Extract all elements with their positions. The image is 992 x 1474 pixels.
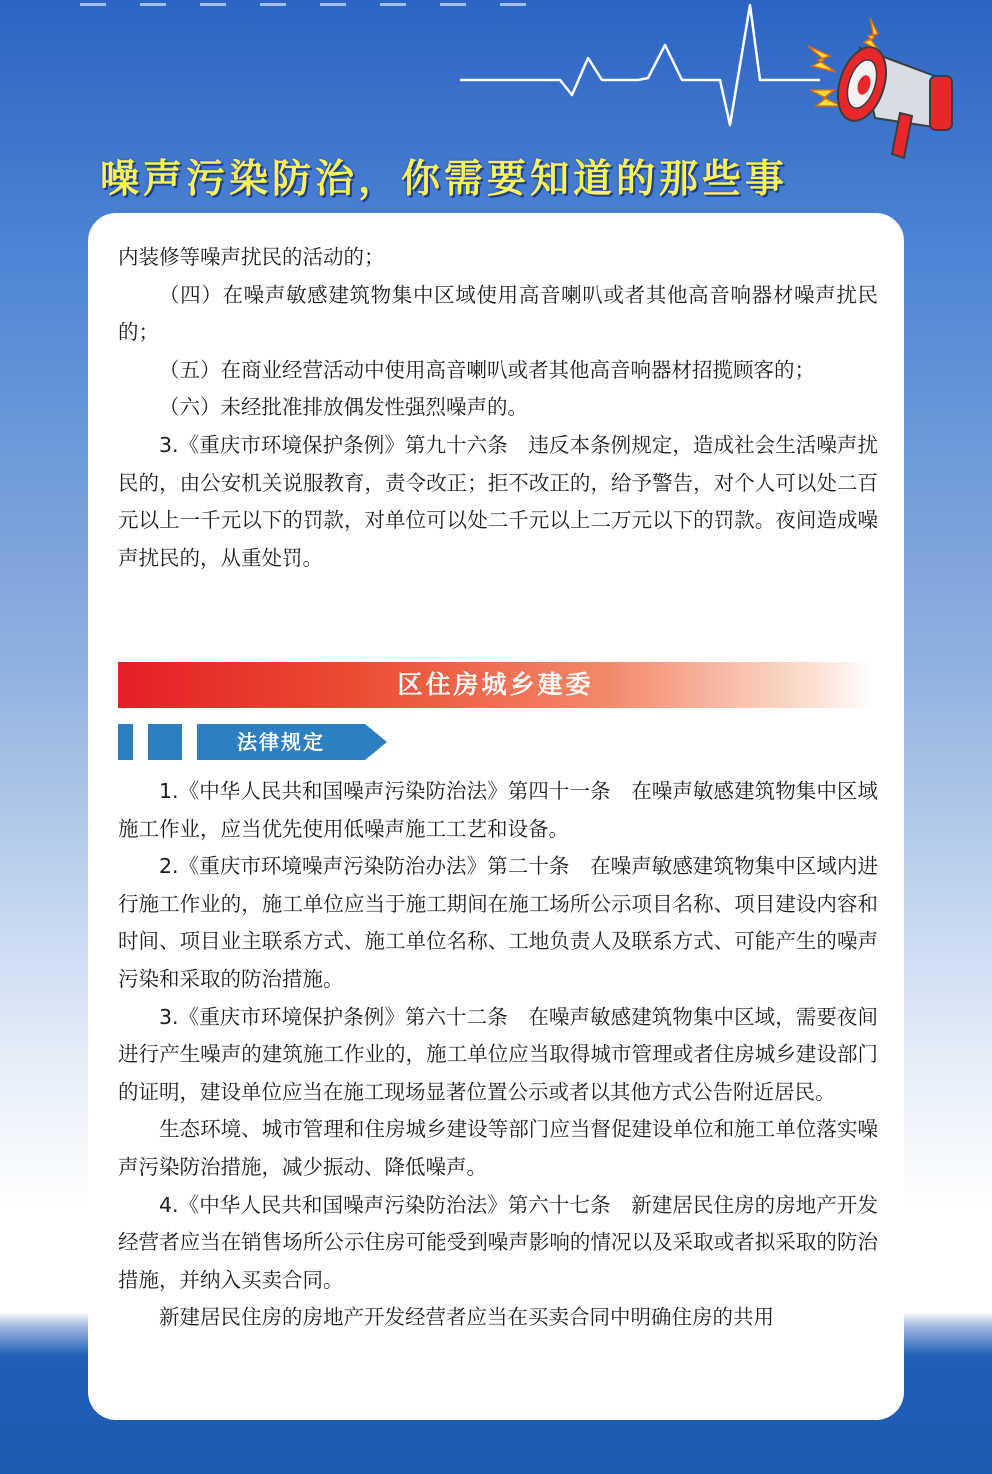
paragraph: （六）未经批准排放偶发性强烈噪声的。 <box>159 395 528 420</box>
paragraph: 新建居民住房的房地产开发经营者应当在买卖合同中明确住房的共用 <box>159 1305 774 1330</box>
paragraph: （五）在商业经营活动中使用高音喇叭或者其他高音响器材招揽顾客的； <box>159 357 815 382</box>
paragraph: 1.《中华人民共和国噪声污染防治法》第四十一条 在噪声敏感建筑物集中区域施工作业，应当优先使用低噪声施工工艺和设备。 <box>118 779 878 841</box>
tag-square-marker <box>118 724 133 760</box>
paragraph: 生态环境、城市管理和住房城乡建设等部门应当督促建设单位和施工单位落实噪声污染防治措施，减少振动、降低噪声。 <box>118 1117 878 1179</box>
paragraph: 4.《中华人民共和国噪声污染防治法》第六十七条 新建居民住房的房地产开发经营者应当在销售场所公示住房可能受到噪声影响的情况以及采取或者拟采取的防治措施，并纳入买卖合同。 <box>118 1192 878 1292</box>
tag-square-marker <box>148 724 182 760</box>
paragraph: 3.《重庆市环境保护条例》第九十六条 违反本条例规定，造成社会生活噪声扰民的，由公安机关说服教育，责令改正；拒不改正的，给予警告，对个人可以处二百元以上一千元以下的罚款，对单位可以处二千元以上二万元以下的罚款。夜间造成噪声扰民的，从重处罚。 <box>118 432 878 570</box>
tag-label: 法律规定 <box>237 730 325 754</box>
section2-text <box>118 773 878 1337</box>
paragraph: （四）在噪声敏感建筑物集中区域使用高音喇叭或者其他高音响器材噪声扰民的； <box>118 282 878 345</box>
paragraph: 2.《重庆市环境噪声污染防治办法》第二十条 在噪声敏感建筑物集中区域内进行施工作业的，施工单位应当于施工期间在施工场所公示项目名称、项目建设内容和时间、项目业主联系方式、施工单位名称、工地负责人及联系方式、可能产生的噪声污染和采取的防治措施。 <box>118 854 878 991</box>
section-banner <box>118 662 873 708</box>
section1-text <box>118 239 878 577</box>
section-banner-title: 区住房城乡建委 <box>397 670 594 699</box>
page-title: 噪声污染防治，你需要知道的那些事 <box>100 157 789 202</box>
paragraph: 内装修等噪声扰民的活动的； <box>118 245 385 269</box>
megaphone-icon <box>800 8 960 168</box>
heartbeat-line-icon <box>460 0 820 130</box>
paragraph: 3.《重庆市环境保护条例》第六十二条 在噪声敏感建筑物集中区域，需要夜间进行产生噪声的建筑施工作业的，施工单位应当取得城市管理或者住房城乡建设部门的证明，建设单位应当在施工现场显著位置公示或者以其他方式公告附近居民。 <box>118 1004 878 1104</box>
